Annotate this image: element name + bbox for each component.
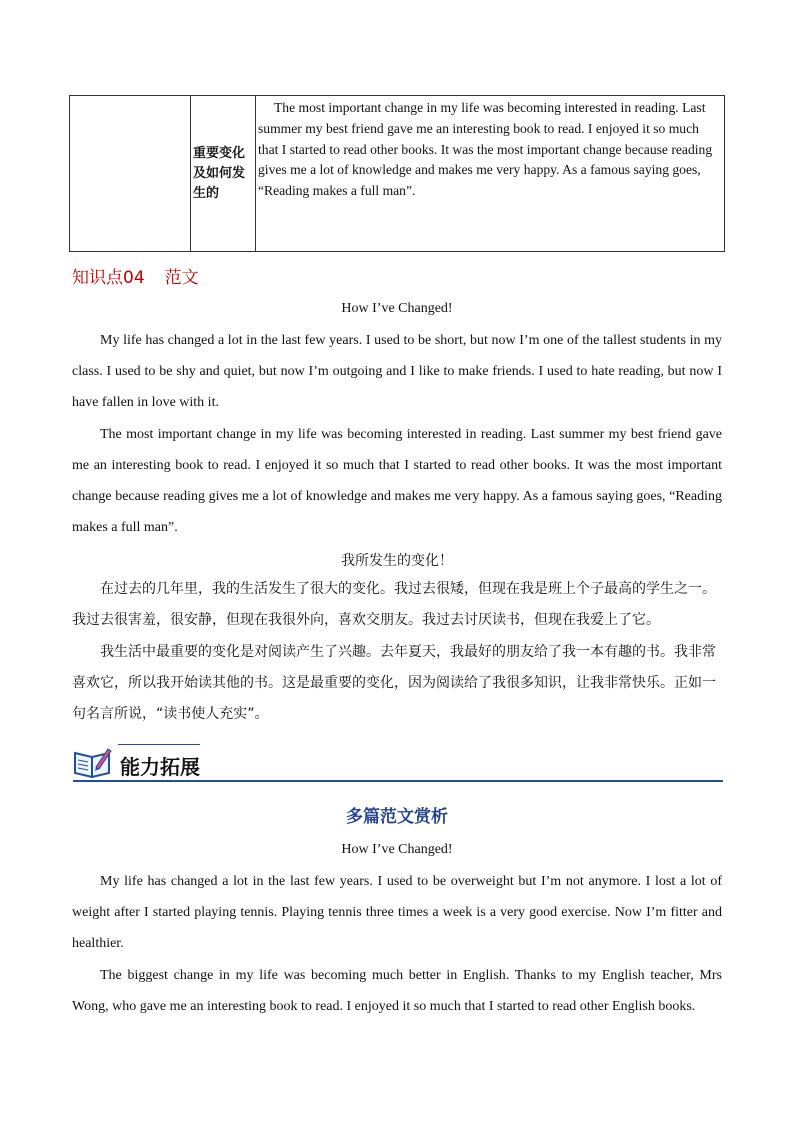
essay2-paragraph-1: [72, 866, 722, 959]
banner-rule: [73, 780, 723, 782]
essay1-paragraph-1: [72, 325, 722, 418]
translation-p2-text: 我生活中最重要的变化是对阅读产生了兴趣。去年夏天，我最好的朋友给了我一本有趣的书。我非常喜欢它，所以我开始读其他的书。这是最重要的变化，因为阅读给了我很多知识，让我非常快乐。正如一句名言所说，“读书使人充实”。: [72, 644, 716, 722]
table-text: The most important change in my life was becoming interested in reading. Last summer my best friend gave me an interesting book to read. I enjoyed it so much that I started to read other books. It was the most important change because reading gives me a lot of knowledge and makes me very happy. As a famous saying goes, “Reading makes a full man”.: [258, 100, 713, 199]
essay1-paragraph-2: [72, 419, 722, 543]
banner-top-rule: [118, 744, 200, 745]
translation-title: 我所发生的变化！: [341, 553, 453, 569]
outline-table: [69, 95, 725, 252]
translation-paragraph-2: [72, 637, 722, 730]
banner-label: 能力拓展: [120, 755, 200, 779]
translation-paragraph-1: [72, 574, 722, 636]
table-text-cell: [256, 96, 725, 252]
book-pencil-icon: [72, 745, 114, 779]
section-heading: [72, 263, 199, 288]
section-number: 知识点04: [72, 268, 145, 288]
essay2-paragraph-2: [72, 960, 722, 1022]
essay1-p2-text: The most important change in my life was becoming interested in reading. Last summer my best friend gave me an interesting book to read. I enjoyed it so much that I started to read other books. It was the most important change because reading gives me a lot of knowledge and makes me very happy. As a famous saying goes, “Reading makes a full man”.: [72, 427, 722, 535]
essay2-p1-text: My life has changed a lot in the last few years. I used to be overweight but I’m not anymore. I lost a lot of weight after I started playing tennis. Playing tennis three times a week is a very good exercise. Now I’m fitter and healthier.: [72, 874, 722, 951]
table-label-cell: 重要变化及如何发生的: [191, 96, 256, 252]
essay2-title: How I’ve Changed!: [341, 842, 453, 857]
section2-title: 多篇范文赏析: [346, 807, 448, 827]
essay1-title: How I’ve Changed!: [341, 301, 453, 316]
essay1-p1-text: My life has changed a lot in the last few years. I used to be short, but now I’m one of the tallest students in my class. I used to be shy and quiet, but now I’m outgoing and I like to make friends. I used to hate reading, but now I have fallen in love with it.: [72, 333, 722, 410]
table-empty-cell: [70, 96, 191, 252]
essay2-p2-text: The biggest change in my life was becoming much better in English. Thanks to my English teacher, Mrs Wong, who gave me an interesting book to read. I enjoyed it so much that I started to read other English books.: [72, 968, 722, 1014]
section-name: 范文: [164, 268, 199, 288]
translation-p1-text: 在过去的几年里，我的生活发生了很大的变化。我过去很矮，但现在我是班上个子最高的学生之一。我过去很害羞，很安静，但现在我很外向，喜欢交朋友。我过去讨厌读书，但现在我爱上了它。: [72, 581, 716, 628]
